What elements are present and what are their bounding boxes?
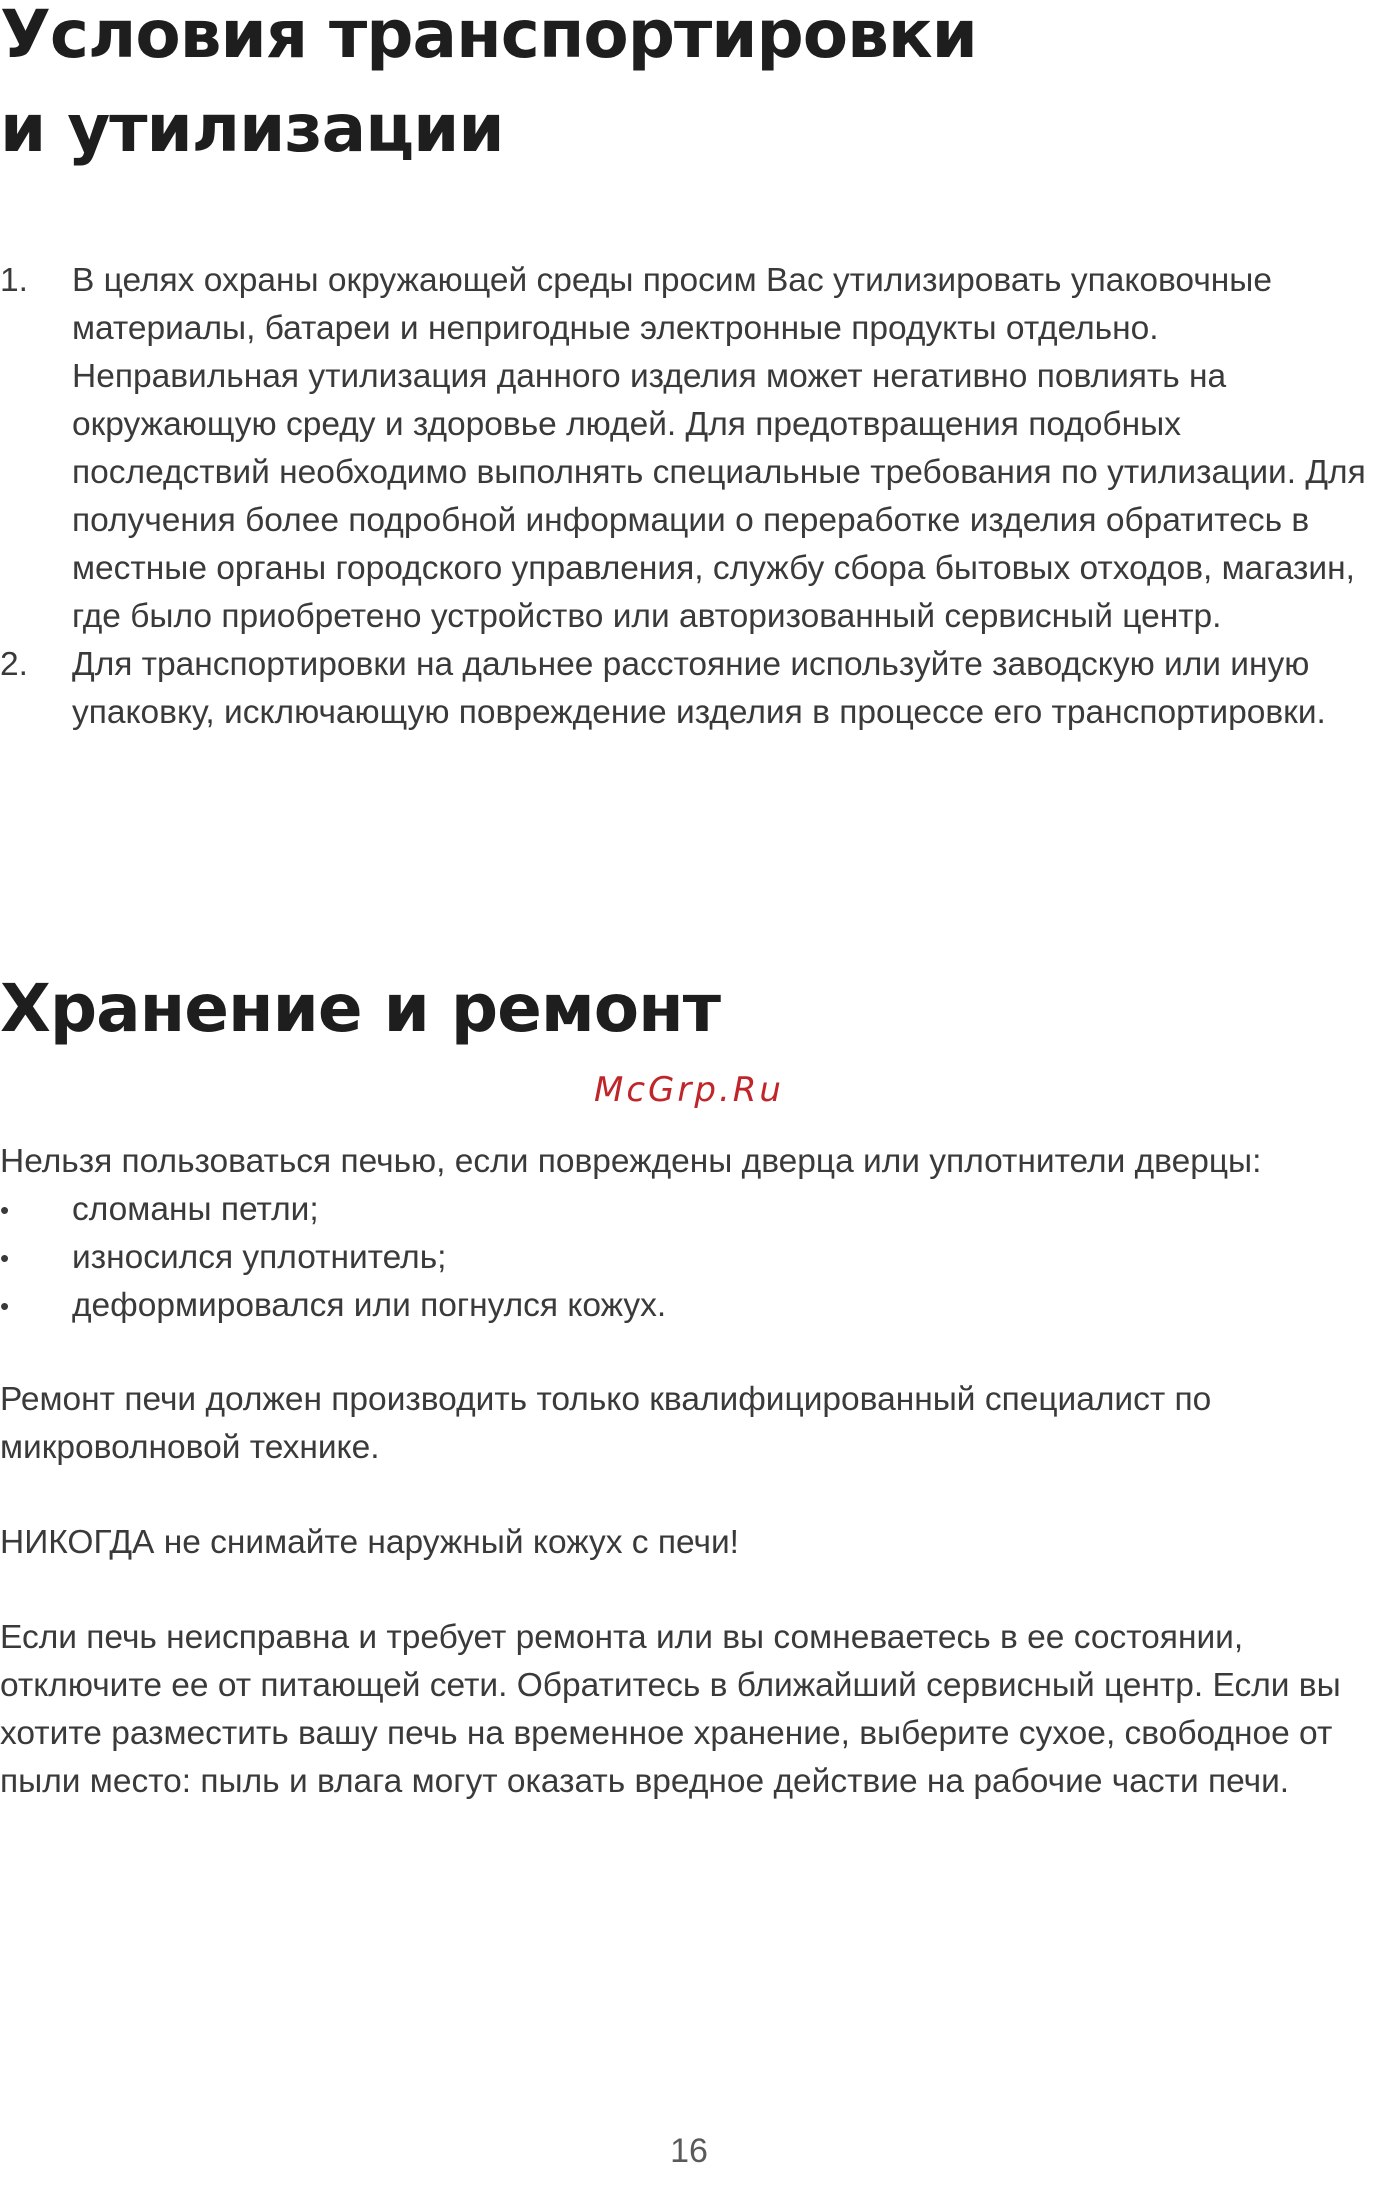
list-item — [0, 1282, 1378, 1330]
list-item-text: сломаны петли; — [72, 1191, 319, 1228]
watermark-text: McGrp.Ru — [594, 1070, 784, 1110]
damage-bullet-list — [0, 1186, 1378, 1330]
faulty-storage-paragraph: Если печь неисправна и требует ремонта или вы сомневаетесь в ее состоянии, отключите ее от питающей сети. Обратитесь в ближайший сервисный центр. Если вы хотите разместить вашу печь на временное хранение, выберите сухое, свободное от пыли место: пыль и влага могут оказать вредное действие на рабочие части печи. — [0, 1619, 1341, 1800]
list-item-text: износился уплотнитель; — [72, 1239, 447, 1276]
list-item-number: 2. — [0, 646, 28, 683]
warning-paragraph: НИКОГДА не снимайте наружный кожух с печи! — [0, 1524, 739, 1561]
section-title-transport-line1: Условия транспортировки — [0, 0, 977, 73]
list-item-text: Для транспортировки на дальнее расстояние используйте заводскую или иную упаковку, исключающую повреждение изделия в процессе его транспортировки. — [72, 646, 1326, 731]
list-item-text: деформировался или погнулся кожух. — [72, 1287, 667, 1324]
section-title-transport-line2: и утилизации — [0, 90, 504, 167]
list-item — [0, 641, 1378, 737]
page-number: 16 — [670, 2132, 708, 2170]
list-item-number: 1. — [0, 262, 28, 299]
storage-intro: Нельзя пользоваться печью, если повреждены дверца или уплотнители дверцы: — [0, 1143, 1262, 1180]
list-item — [0, 257, 1378, 641]
bullet-icon: • — [0, 1195, 10, 1225]
repair-paragraph: Ремонт печи должен производить только квалифицированный специалист по микроволновой технике. — [0, 1381, 1212, 1466]
list-item — [0, 1186, 1378, 1234]
bullet-icon: • — [0, 1291, 10, 1321]
section-title-storage: Хранение и ремонт — [0, 970, 720, 1047]
transport-numbered-list — [0, 257, 1378, 737]
bullet-icon: • — [0, 1243, 10, 1273]
section-title-transport — [0, 0, 1300, 176]
list-item — [0, 1234, 1378, 1282]
list-item-text: В целях охраны окружающей среды просим Вас утилизировать упаковочные материалы, батареи и непригодные электронные продукты отдельно. Неправильная утилизация данного изделия может негативно повлиять на окружающую среду и здоровье людей. Для предотвращения подобных последствий необходимо выполнять специальные требования по утилизации. Для получения более подробной информации о переработке изделия обратитесь в местные органы городского управления, службу сбора бытовых отходов, магазин, где было приобретено устройство или авторизованный сервисный центр. — [72, 262, 1366, 635]
